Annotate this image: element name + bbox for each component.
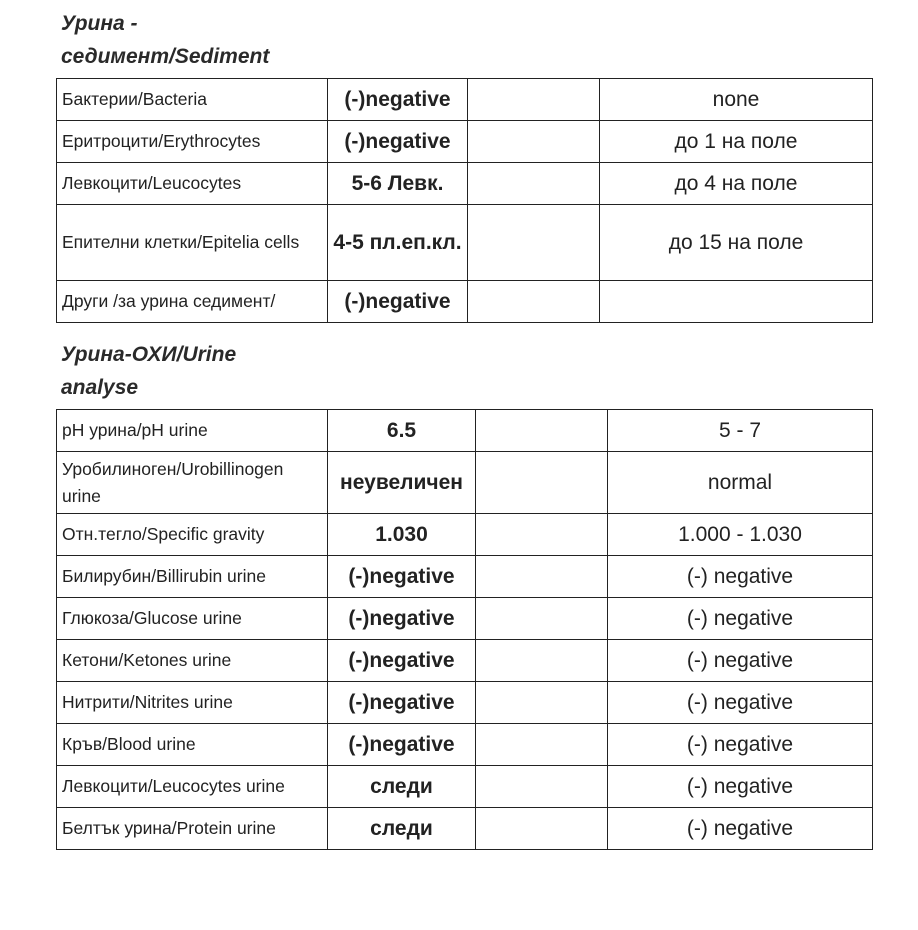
reference-range: до 4 на поле <box>600 163 873 205</box>
test-name: pH урина/pH urine <box>57 410 328 452</box>
table-row <box>57 724 873 766</box>
table-row <box>57 205 873 281</box>
test-result: следи <box>328 808 476 850</box>
urine-table-body <box>57 410 873 850</box>
test-name: Еритроцити/Erythrocytes <box>57 121 328 163</box>
sediment-section-title <box>61 7 269 73</box>
table-row <box>57 281 873 323</box>
sediment-title-line2: седимент/Sediment <box>61 45 270 68</box>
test-result: (-)negative <box>328 682 476 724</box>
test-name: Уробилиноген/Urobillinogen urine <box>57 452 328 514</box>
test-result: (-)negative <box>328 598 476 640</box>
test-flag <box>476 556 608 598</box>
test-flag <box>468 163 600 205</box>
test-result: неувеличен <box>328 452 476 514</box>
reference-range: (-) negative <box>608 640 873 682</box>
test-name: Епителни клетки/Epitelia cells <box>57 205 328 281</box>
test-result: 4-5 пл.еп.кл. <box>328 205 468 281</box>
test-flag <box>468 121 600 163</box>
urine-table <box>56 409 873 850</box>
test-flag <box>476 640 608 682</box>
urine-section-title <box>61 338 236 404</box>
reference-range: (-) negative <box>608 682 873 724</box>
reference-range: (-) negative <box>608 808 873 850</box>
table-row <box>57 808 873 850</box>
reference-range: 5 - 7 <box>608 410 873 452</box>
test-name: Билирубин/Billirubin urine <box>57 556 328 598</box>
test-result: 5-6 Левк. <box>328 163 468 205</box>
table-row <box>57 452 873 514</box>
sediment-table-body <box>57 79 873 323</box>
test-result: (-)negative <box>328 281 468 323</box>
test-result: (-)negative <box>328 556 476 598</box>
reference-range: (-) negative <box>608 766 873 808</box>
reference-range <box>600 281 873 323</box>
test-flag <box>476 410 608 452</box>
test-flag <box>476 514 608 556</box>
table-row <box>57 598 873 640</box>
test-flag <box>468 205 600 281</box>
sediment-title-line1: Урина - <box>61 12 138 35</box>
test-result: 6.5 <box>328 410 476 452</box>
table-row <box>57 121 873 163</box>
test-name: Други /за урина седимент/ <box>57 281 328 323</box>
test-name: Левкоцити/Leucocytes urine <box>57 766 328 808</box>
reference-range: (-) negative <box>608 724 873 766</box>
urine-title-line1: Урина-ОХИ/Urine <box>61 343 237 366</box>
reference-range: (-) negative <box>608 598 873 640</box>
test-flag <box>468 281 600 323</box>
sediment-table <box>56 78 873 323</box>
table-row <box>57 766 873 808</box>
table-row <box>57 682 873 724</box>
test-result: (-)negative <box>328 724 476 766</box>
test-name: Глюкоза/Glucose urine <box>57 598 328 640</box>
table-row <box>57 514 873 556</box>
test-flag <box>476 808 608 850</box>
test-name: Нитрити/Nitrites urine <box>57 682 328 724</box>
table-row <box>57 79 873 121</box>
urine-title-line2: analyse <box>61 376 139 399</box>
reference-range: normal <box>608 452 873 514</box>
reference-range: (-) negative <box>608 556 873 598</box>
reference-range: 1.000 - 1.030 <box>608 514 873 556</box>
test-result: (-)negative <box>328 121 468 163</box>
test-result: (-)negative <box>328 79 468 121</box>
reference-range: none <box>600 79 873 121</box>
test-flag <box>476 682 608 724</box>
test-result: (-)negative <box>328 640 476 682</box>
table-row <box>57 410 873 452</box>
reference-range: до 15 на поле <box>600 205 873 281</box>
table-row <box>57 556 873 598</box>
test-name: Отн.тегло/Specific gravity <box>57 514 328 556</box>
test-name: Кръв/Blood urine <box>57 724 328 766</box>
test-name: Кетони/Ketones urine <box>57 640 328 682</box>
test-flag <box>468 79 600 121</box>
test-result: следи <box>328 766 476 808</box>
reference-range: до 1 на поле <box>600 121 873 163</box>
test-name: Белтък урина/Protein urine <box>57 808 328 850</box>
test-name: Левкоцити/Leucocytes <box>57 163 328 205</box>
test-name: Бактерии/Bacteria <box>57 79 328 121</box>
test-flag <box>476 724 608 766</box>
test-flag <box>476 766 608 808</box>
test-flag <box>476 452 608 514</box>
table-row <box>57 163 873 205</box>
table-row <box>57 640 873 682</box>
test-flag <box>476 598 608 640</box>
test-result: 1.030 <box>328 514 476 556</box>
